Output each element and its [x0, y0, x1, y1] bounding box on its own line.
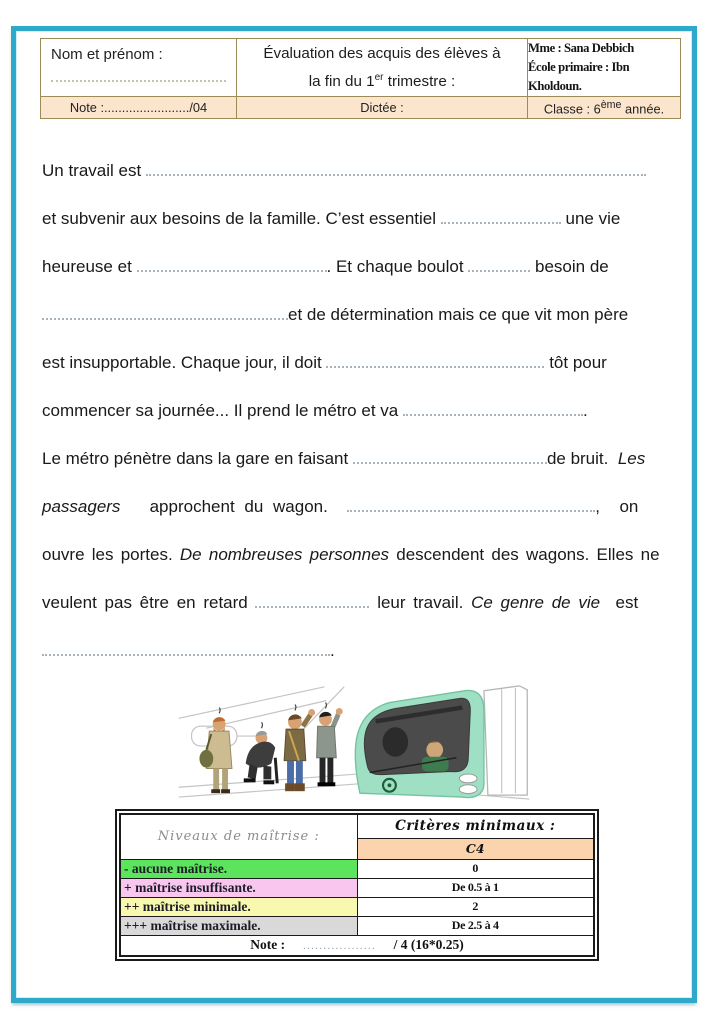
worksheet-page — [11, 26, 697, 1003]
criteria-value: De 0.5 à 1 — [357, 878, 594, 897]
grading-row — [120, 897, 594, 916]
title-line2: la fin du 1er trimestre : — [308, 71, 456, 90]
passenger-silhouette — [383, 727, 409, 757]
dictation-line — [42, 627, 674, 675]
dictee-cell: Dictée : — [237, 97, 528, 119]
answer-blank — [403, 401, 583, 416]
dictation-text: et de détermination mais ce que vit mon père — [288, 305, 629, 324]
grading-row — [120, 859, 594, 878]
dictation-line — [42, 483, 674, 531]
header-table — [40, 38, 681, 119]
mastery-level-label: ++ maîtrise minimale. — [120, 897, 357, 916]
driver-body — [422, 757, 449, 772]
school-name: École primaire : Ibn Kholdoun. — [528, 60, 630, 93]
dictation-text: heureuse et — [42, 257, 137, 276]
teacher-name: Mme : Sana Debbich — [528, 41, 634, 55]
passenger-jacket-man — [317, 708, 343, 786]
dictation-text: . — [582, 401, 588, 420]
answer-blank — [137, 257, 327, 272]
dictation-text: Un travail est — [42, 161, 146, 180]
dictation-text: . — [330, 641, 335, 660]
answer-blank — [255, 593, 369, 608]
dictation-text: , on — [595, 497, 639, 516]
classe-cell: Classe : 6ème année. — [528, 97, 681, 119]
mastery-levels-header: Niveaux de maîtrise : — [120, 814, 357, 859]
answer-blank — [353, 449, 547, 464]
teacher-cell — [528, 39, 681, 97]
header-row-1 — [41, 39, 681, 97]
note-footer — [120, 935, 594, 956]
dictation-text: descendent des wagons. Elles ne — [389, 545, 660, 564]
grading-header-row — [120, 814, 594, 838]
answer-blank — [441, 209, 561, 224]
metro-illustration — [174, 677, 534, 803]
criteria-value: 0 — [357, 859, 594, 878]
answer-blank — [326, 353, 544, 368]
train — [355, 686, 527, 798]
dictation-text: besoin de — [530, 257, 609, 276]
dictation-line — [42, 531, 674, 579]
answer-blank — [468, 257, 530, 272]
name-cell — [41, 39, 237, 97]
dictation-text: de bruit. — [546, 449, 618, 468]
dictation-line — [42, 339, 674, 387]
dictation-line — [42, 387, 674, 435]
dictation-line — [42, 291, 674, 339]
dictation-text: . Et chaque boulot — [326, 257, 469, 276]
grading-table — [115, 809, 599, 961]
headlight-bottom — [459, 785, 477, 794]
passenger-coat-man — [199, 717, 231, 793]
dictation-text-italic: Ce genre de vie — [471, 593, 601, 612]
dictation-text-italic: De nombreuses personnes — [179, 545, 390, 564]
answer-blank — [42, 305, 288, 320]
name-label: Nom et prénom : — [51, 46, 163, 63]
answer-blank — [42, 641, 330, 656]
mastery-level-label: +++ maîtrise maximale. — [120, 916, 357, 935]
passenger-bending-man — [244, 731, 277, 784]
passengers — [199, 703, 342, 794]
title-cell — [237, 39, 528, 97]
title-line1: Évaluation des acquis des élèves à — [263, 45, 501, 63]
driver-head — [426, 741, 443, 758]
answer-blank — [347, 497, 595, 512]
dictation-line — [42, 435, 674, 483]
name-answer-blank — [51, 80, 226, 82]
dictation-line — [42, 579, 674, 627]
grading-row — [120, 916, 594, 935]
dictation-text: une vie — [560, 209, 621, 228]
criteria-header: Critères minimaux : — [357, 814, 594, 838]
grading-footer-row — [120, 935, 594, 956]
dictation-text: veulent pas être en retard — [42, 593, 256, 612]
dictation-text-italic: Les — [617, 449, 646, 468]
dictation-text: commencer sa journée... Il prend le métro et va — [42, 401, 403, 420]
dictation-line — [42, 195, 674, 243]
dictation-text: approchent du wagon. — [120, 497, 348, 516]
header-row-2 — [41, 97, 681, 119]
criteria-value: 2 — [357, 897, 594, 916]
dictation-line — [42, 243, 674, 291]
note-footer-blank: .................. — [302, 940, 376, 953]
dictation-text-italic: passagers — [42, 497, 121, 516]
criteria-c4: C4 — [357, 838, 594, 859]
dictation-text-block — [42, 147, 674, 675]
dictation-text: ouvre les portes. — [42, 545, 180, 564]
dictation-text: est insupportable. Chaque jour, il doit — [42, 353, 327, 372]
mastery-level-label: + maîtrise insuffisante. — [120, 878, 357, 897]
note-footer-value: / 4 (16*0.25) — [393, 937, 464, 953]
headlight-top — [459, 774, 477, 783]
criteria-value: De 2.5 à 4 — [357, 916, 594, 935]
train-rear-car — [484, 686, 527, 795]
dictation-text: et subvenir aux besoins de la famille. C’est essentiel — [42, 209, 441, 228]
answer-blank — [146, 161, 646, 176]
dictation-text: Le métro pénètre dans la gare en faisant — [42, 449, 353, 468]
dictation-text: tôt pour — [544, 353, 607, 372]
grading-row — [120, 878, 594, 897]
dictation-text: leur travail. — [369, 593, 472, 612]
note-cell: Note :......................../04 — [41, 97, 237, 119]
dictation-line — [42, 147, 674, 195]
mastery-level-label: - aucune maîtrise. — [120, 859, 357, 878]
dictation-text: est — [600, 593, 639, 612]
note-footer-label: Note : — [250, 937, 286, 953]
